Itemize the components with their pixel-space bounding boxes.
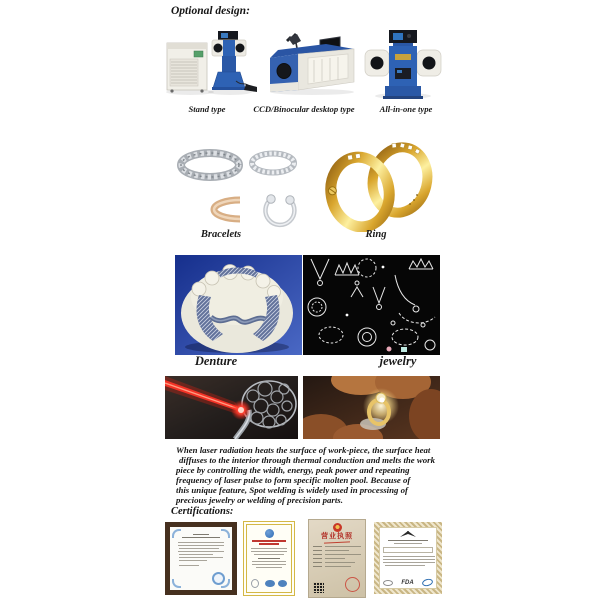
- bracelets-drawing: [176, 146, 304, 230]
- description-line: precious jewelry or welding of precision parts.: [176, 494, 343, 505]
- red-company-seal: [345, 577, 360, 592]
- accreditation-seal: [278, 580, 287, 587]
- optional-design-heading: Optional design:: [171, 5, 250, 17]
- business-license-title: 营业执照: [321, 532, 353, 540]
- blue-seal: [212, 572, 225, 585]
- certificate-corner-ornament: [221, 529, 230, 538]
- denture-photo: [175, 255, 302, 355]
- denture-drawing: [175, 255, 302, 355]
- all-in-one-machine-image: [363, 30, 443, 100]
- fda-logo: FDA: [401, 579, 414, 586]
- eagle-emblem-icon: [400, 530, 416, 538]
- certificate-ce: [165, 522, 237, 595]
- machine-label-all-in-one-type: All-in-one type: [379, 104, 433, 114]
- description-line: diffuses to the interior through thermal conduction and melts the work: [179, 454, 435, 465]
- laser-welding-description: [176, 446, 444, 505]
- certificate-corner-ornament: [172, 579, 181, 588]
- national-emblem: [333, 523, 342, 532]
- round-seal: [251, 579, 259, 588]
- bracelets-label: Bracelets: [200, 229, 242, 240]
- hands-holding-ring-drawing: [303, 376, 440, 439]
- bracelets-image: [176, 146, 304, 230]
- jewelry-label: jewelry: [379, 354, 417, 368]
- description-line: When laser radiation heats the surface of work-piece, the surface heat: [176, 445, 431, 455]
- stand-type-machine-drawing: [166, 31, 258, 97]
- certificate-fda: [374, 522, 442, 594]
- accreditation-seal: [265, 580, 274, 587]
- qr-code: [313, 582, 324, 593]
- certificate-corner-ornament: [172, 529, 181, 538]
- laser-welding-ring-photo: [165, 376, 298, 439]
- description-line: frequency of laser pulse to form specific molten pool. Because of: [176, 474, 411, 485]
- laser-beam-drawing: [165, 376, 298, 439]
- desktop-machine-drawing: [264, 32, 359, 96]
- description-line: piece by controlling the width, energy, peak power and repeating: [176, 464, 410, 475]
- globe-logo: [421, 578, 433, 588]
- denture-label: Denture: [194, 354, 238, 368]
- registrar-logo: [383, 580, 393, 586]
- jewelry-montage-drawing: [303, 255, 440, 355]
- all-in-one-machine-drawing: [363, 30, 443, 100]
- hand-welding-ring-photo: [303, 376, 440, 439]
- machine-label-stand-type: Stand type: [188, 104, 226, 114]
- machine-label-ccd-binocular-desktop-type: CCD/Binocular desktop type: [253, 104, 355, 114]
- certifier-logo: [265, 529, 274, 538]
- description-line: this unique feature, Spot welding is widely used in processing of: [176, 484, 408, 495]
- certificate-iso: [243, 521, 295, 596]
- rings-image: [316, 142, 442, 232]
- ccd-binocular-desktop-machine-image: [264, 32, 359, 96]
- certifications-heading: Certifications:: [171, 506, 234, 517]
- jewelry-montage-photo: [303, 255, 440, 355]
- stand-type-machine-image: [166, 31, 258, 97]
- certificate-business-license: [308, 519, 366, 598]
- rings-drawing: [316, 142, 442, 232]
- ring-label: Ring: [365, 229, 387, 240]
